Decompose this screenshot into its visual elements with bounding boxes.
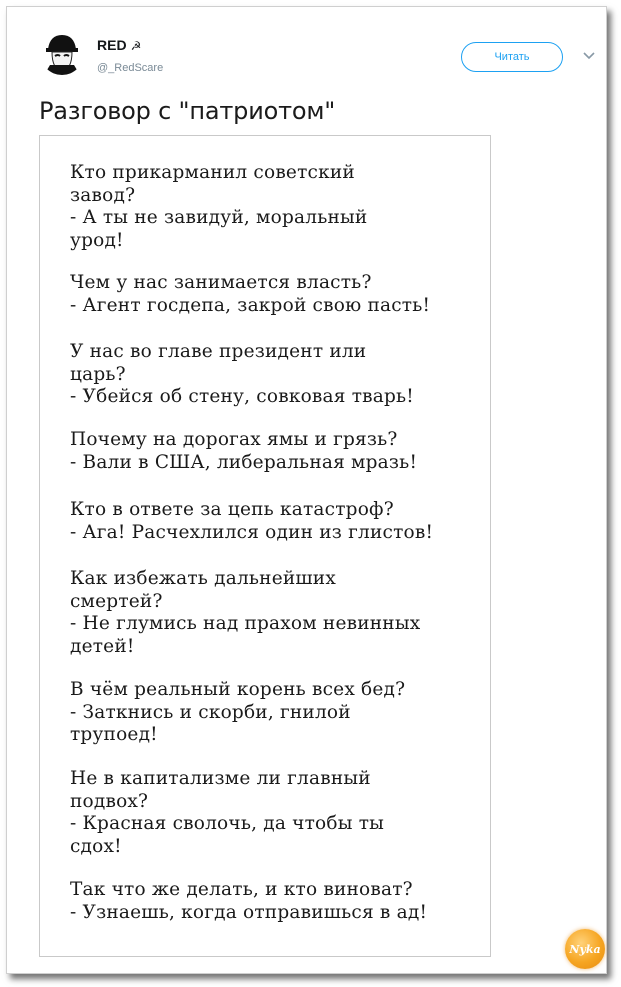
poem-line: - Агент госдепа, закрой свою пасть! xyxy=(70,294,431,316)
hammer-sickle-icon: ☭ xyxy=(130,39,142,53)
poem-line: У нас во главе президент или xyxy=(70,341,367,362)
poem-line: В чём реальный корень всех бед? xyxy=(70,679,406,700)
poem-line: подвох? xyxy=(70,790,149,812)
poem-line: - Узнаешь, когда отправишься в ад! xyxy=(70,901,428,923)
author-handle[interactable]: @_RedScare xyxy=(97,62,164,74)
poem-image[interactable] xyxy=(39,135,491,957)
poem-line: царь? xyxy=(70,363,126,385)
tweet-text: Разговор с "патриотом" xyxy=(39,97,336,125)
poem-stanza xyxy=(70,429,417,474)
tweet-card xyxy=(6,6,607,974)
poem-line: - Не глумись над прахом невинных xyxy=(70,613,421,634)
poem-stanza xyxy=(70,568,420,658)
poem-line: урод! xyxy=(70,229,124,251)
poem-line: - Убейся об стену, совковая тварь! xyxy=(70,386,414,407)
chevron-down-icon[interactable] xyxy=(582,51,596,61)
poem-line: трупоед! xyxy=(70,724,158,745)
poem-line: Как избежать дальнейших xyxy=(70,568,336,589)
poem-stanza xyxy=(70,499,433,544)
author-name[interactable] xyxy=(97,37,141,53)
poem-line: - Заткнись и скорби, гнилой xyxy=(70,701,351,723)
poem-line: Почему на дорогах ямы и грязь? xyxy=(70,429,398,450)
poem-line: Так что же делать, и кто виноват? xyxy=(70,879,413,900)
follow-button[interactable]: Читать xyxy=(461,42,563,72)
poem-stanza xyxy=(70,679,405,747)
author-name-text: RED xyxy=(97,37,127,53)
poem-line: смертей? xyxy=(70,590,163,612)
poem-stanza xyxy=(70,272,430,317)
poem-line: Чем у нас занимается власть? xyxy=(70,272,372,293)
poem-stanza xyxy=(70,879,427,924)
poem-line: Кто в ответе за цепь катастроф? xyxy=(70,499,394,520)
poem-line: Кто прикарманил советский xyxy=(70,162,355,183)
poem-line: детей! xyxy=(70,635,135,657)
avatar[interactable] xyxy=(40,31,84,75)
poem-stanza xyxy=(70,768,384,858)
poem-line: Не в капитализме ли главный xyxy=(70,768,371,789)
poem-line: - Ага! Расчехлился один из глистов! xyxy=(70,521,434,543)
poem-stanza xyxy=(70,341,414,409)
watermark-label: Nyka xyxy=(569,942,601,956)
poem-line: - Красная сволочь, да чтобы ты xyxy=(70,813,385,834)
poem-line: сдох! xyxy=(70,835,122,857)
poem-line: завод? xyxy=(70,184,136,206)
anonymous-mask-icon xyxy=(40,31,84,75)
poem-line: - А ты не завидуй, моральный xyxy=(70,207,368,228)
watermark-logo xyxy=(565,929,605,969)
poem-stanza xyxy=(70,162,367,252)
poem-line: - Вали в США, либеральная мразь! xyxy=(70,451,418,473)
